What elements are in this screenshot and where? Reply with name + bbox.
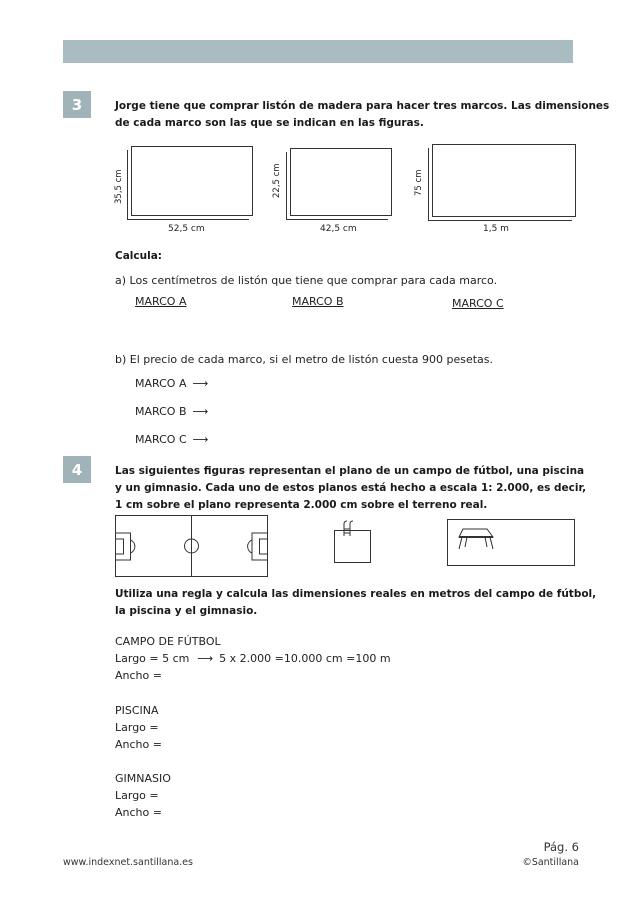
gym-plan <box>447 519 575 566</box>
campo-largo <box>115 650 391 667</box>
frame-c-height: 75 cm <box>414 169 424 196</box>
q3-part-b: b) El precio de cada marco, si el metro de listón cuesta 900 pesetas. <box>115 353 493 366</box>
price-marco-c-label: MARCO C <box>135 433 187 446</box>
q4-intro-line2: y un gimnasio. Cada uno de estos planos está hecho a escala 1: 2.000, es decir, <box>115 482 587 494</box>
piscina-ancho: Ancho = <box>115 738 162 751</box>
piscina-largo: Largo = <box>115 721 159 734</box>
q4-instr-line1: Utiliza una regla y calcula las dimensiones reales en metros del campo de fútbol, <box>115 588 597 600</box>
price-marco-b <box>135 403 208 420</box>
q4-intro-line1: Las siguientes figuras representan el plano de un campo de fútbol, una piscina <box>115 465 585 477</box>
frame-b-width: 42,5 cm <box>320 224 357 234</box>
q4-intro-line3: 1 cm sobre el plano representa 2.000 cm sobre el terreno real. <box>115 499 488 511</box>
page-number: Pág. 6 <box>543 840 579 854</box>
marco-c-label: MARCO C <box>452 297 504 310</box>
question-number-4: 4 <box>63 456 91 483</box>
piscina-title: PISCINA <box>115 704 159 717</box>
campo-ancho: Ancho = <box>115 669 162 682</box>
arrow-icon: ⟶ <box>192 405 209 418</box>
marco-b-label: MARCO B <box>292 295 344 308</box>
q3-intro-line2: de cada marco son las que se indican en las figuras. <box>115 117 424 129</box>
frame-c-width: 1,5 m <box>483 224 509 234</box>
arrow-icon: ⟶ <box>192 433 209 446</box>
q3-intro-line1: Jorge tiene que comprar listón de madera para hacer tres marcos. Las dimensiones <box>115 100 610 112</box>
campo-largo-calc: 5 x 2.000 =10.000 cm =100 m <box>219 652 391 665</box>
frame-a-height: 35,5 cm <box>114 169 124 204</box>
frame-b-drawing <box>290 148 392 216</box>
frame-c-drawing <box>432 144 576 217</box>
price-marco-a <box>135 375 208 392</box>
gimnasio-ancho: Ancho = <box>115 806 162 819</box>
campo-largo-label: Largo = 5 cm <box>115 652 190 665</box>
arrow-icon: ⟶ <box>192 377 209 390</box>
footer-url[interactable]: www.indexnet.santillana.es <box>63 857 193 868</box>
footer-copyright: ©Santillana <box>522 857 579 868</box>
marco-a-label: MARCO A <box>135 295 187 308</box>
frame-a-width: 52,5 cm <box>168 224 205 234</box>
pool-plan <box>330 520 372 564</box>
price-marco-c <box>135 431 208 448</box>
frame-a-drawing <box>131 146 253 216</box>
header-bar <box>63 40 573 63</box>
campo-title: CAMPO DE FÚTBOL <box>115 635 221 648</box>
football-field-plan <box>115 515 268 577</box>
arrow-icon: ⟶ <box>197 652 214 665</box>
q4-instr-line2: la piscina y el gimnasio. <box>115 605 258 617</box>
gimnasio-largo: Largo = <box>115 789 159 802</box>
frame-b-height: 22,5 cm <box>272 163 282 198</box>
calcula-label: Calcula: <box>115 250 162 262</box>
question-number-3: 3 <box>63 91 91 118</box>
price-marco-a-label: MARCO A <box>135 377 187 390</box>
q3-part-a: a) Los centímetros de listón que tiene que comprar para cada marco. <box>115 274 498 287</box>
price-marco-b-label: MARCO B <box>135 405 187 418</box>
gimnasio-title: GIMNASIO <box>115 772 171 785</box>
